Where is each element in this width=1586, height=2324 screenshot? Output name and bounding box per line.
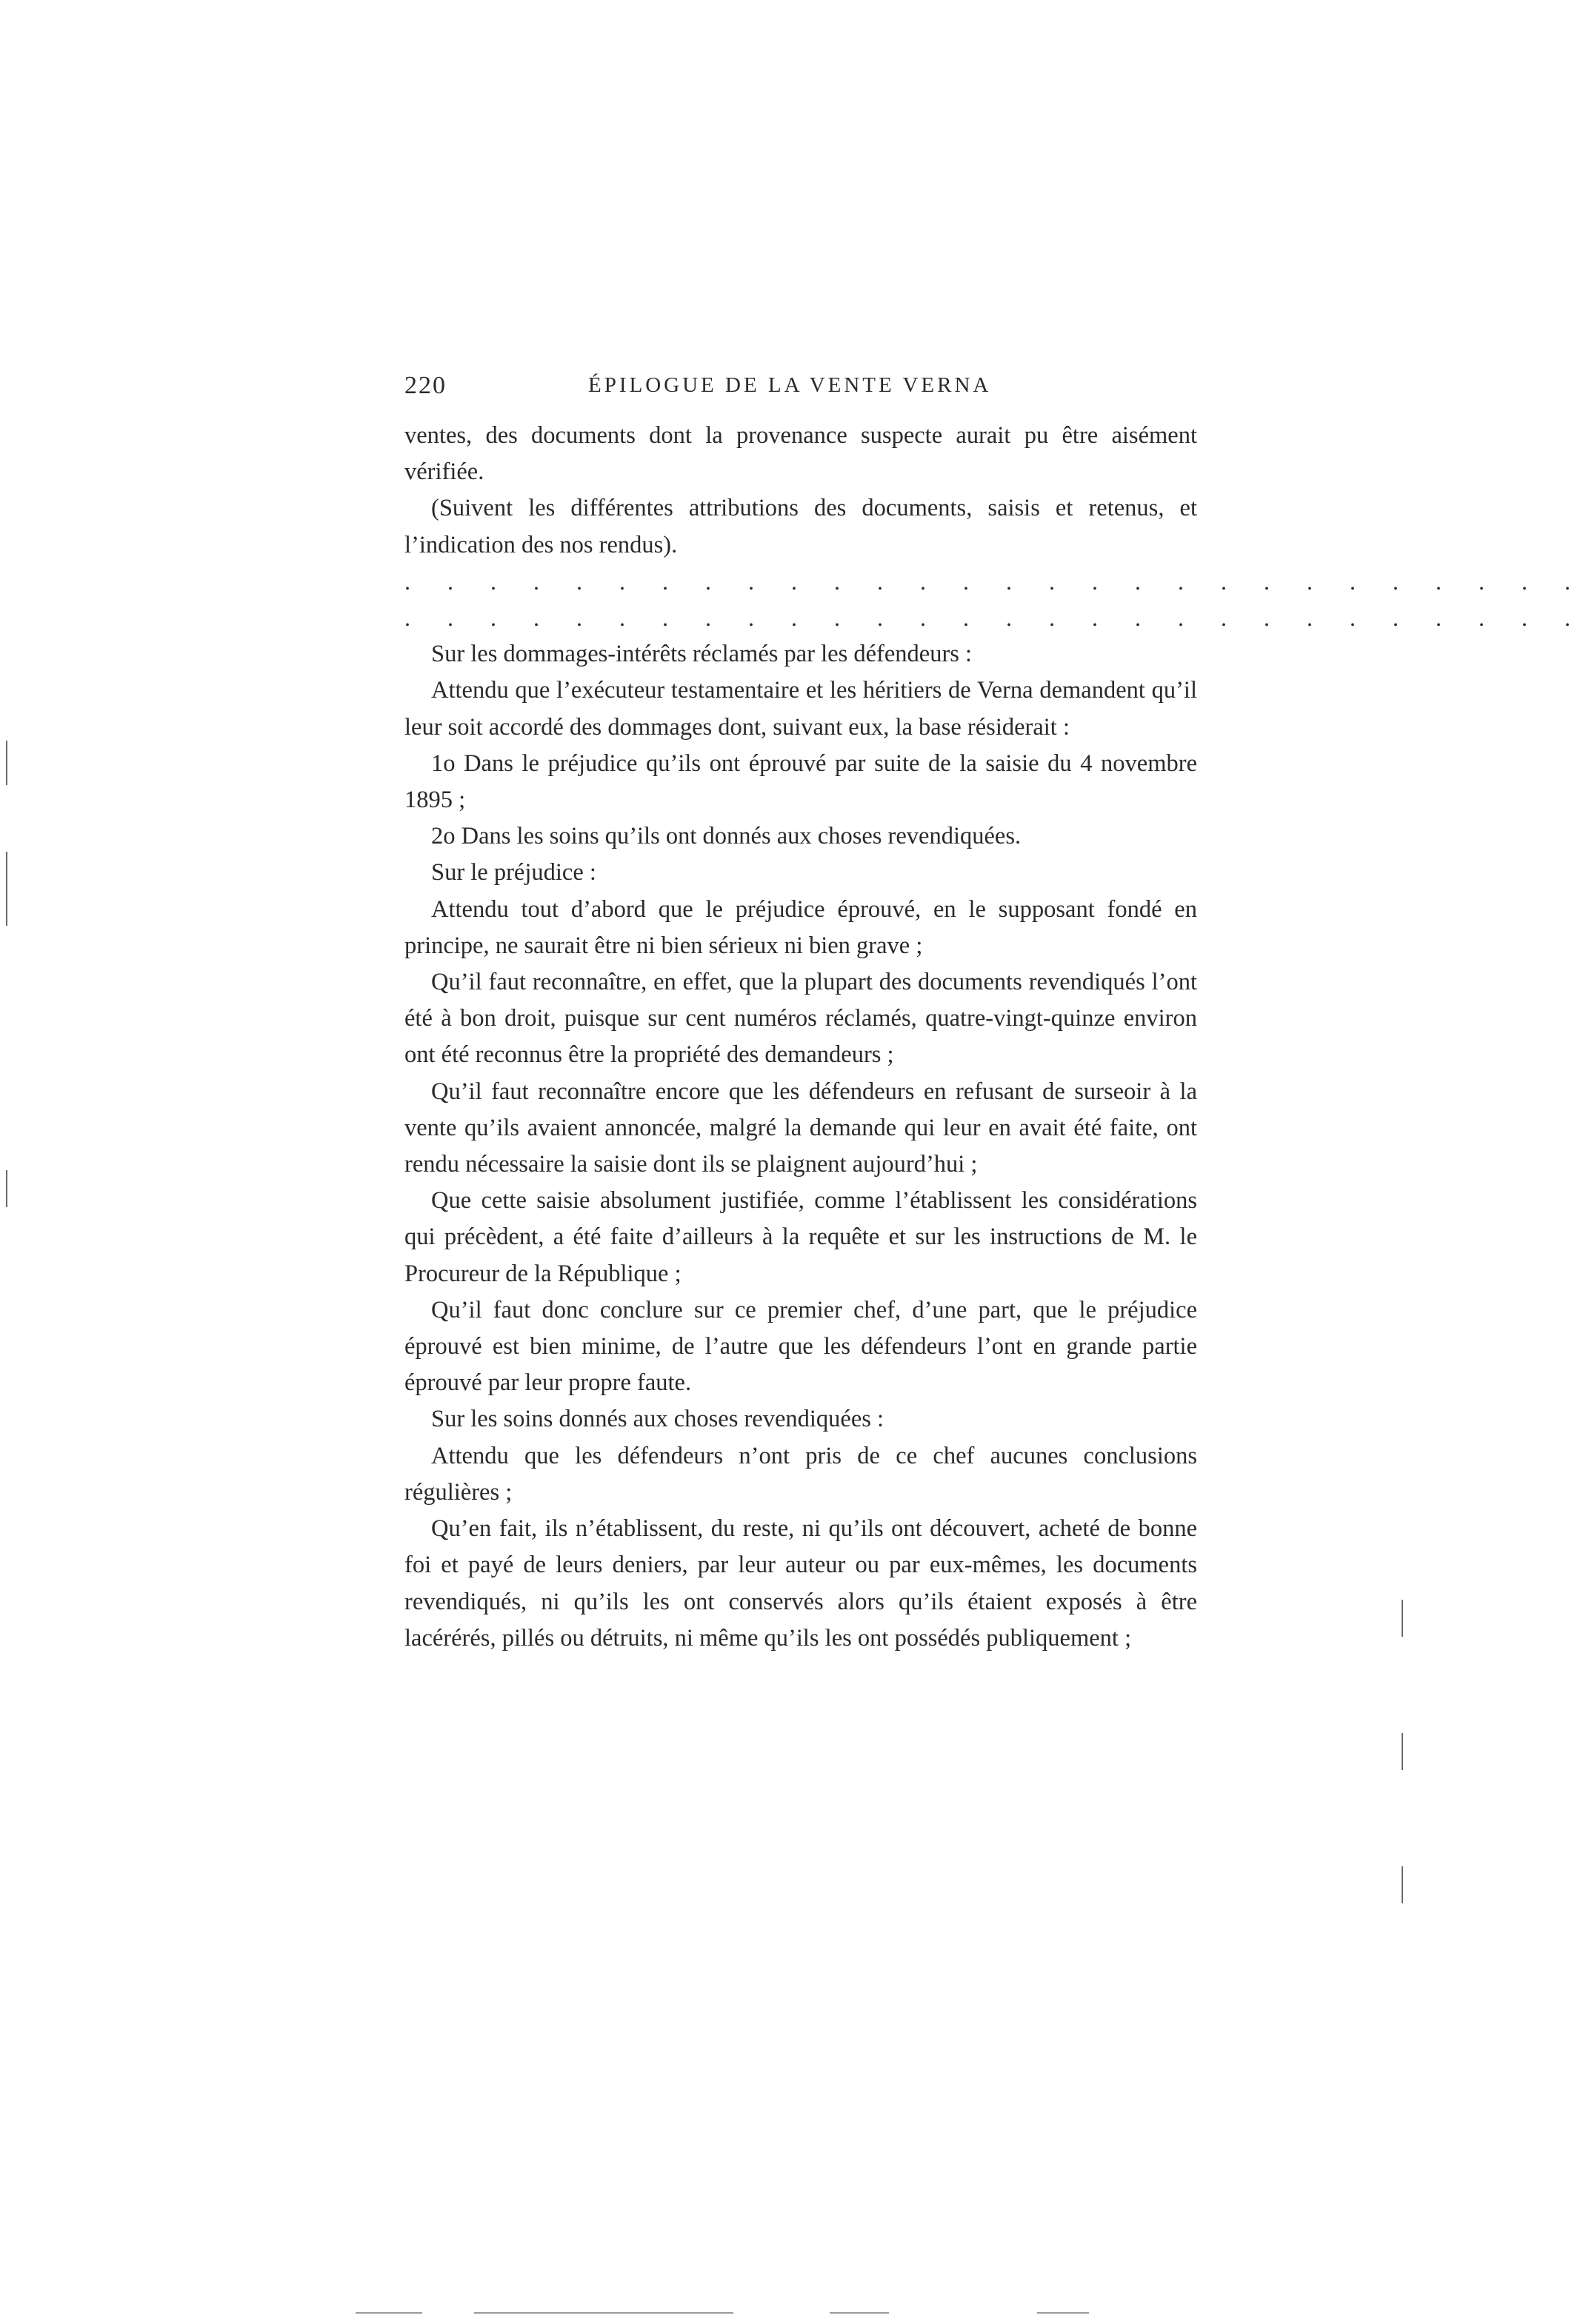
paragraph: Qu’en fait, ils n’établissent, du reste, ni qu’ils ont découvert, acheté de bonne foi et payé de leurs deniers, par leur auteur ou par eux-mêmes, les documents revendiqués, ni qu’ils les ont conservés alors qu’ils étaient exposés à être lacérérés, pillés ou détruits, ni même qu’ils les ont possédés publiquement ; — [404, 1515, 1197, 1652]
scan-bottom-rule — [474, 2312, 733, 2314]
scan-bottom-rule — [1037, 2312, 1089, 2314]
ellipsis-row: . . . . . . . . . . . . . . . . . . . . . . . . . . . . — [404, 567, 1586, 595]
paragraph: Attendu que les défendeurs n’ont pris de ce chef aucunes conclusions régulières ; — [404, 1442, 1197, 1506]
scan-edge-mark — [6, 1170, 7, 1207]
scan-bottom-rule — [830, 2312, 889, 2314]
paragraph: Attendu tout d’abord que le préjudice éprouvé, en le supposant fondé en principe, ne saurait être ni bien sérieux ni bien grave ; — [404, 895, 1197, 959]
paragraph: Qu’il faut donc conclure sur ce premier chef, d’une part, que le préjudice éprouvé est bien minime, de l’autre que les défendeurs l’ont en grande partie éprouvé par leur propre faute. — [404, 1296, 1197, 1397]
book-page — [404, 363, 1586, 1657]
paragraph: Que cette saisie absolument justifiée, comme l’établissent les considérations qui précèdent, a été faite d’ailleurs à la requête et sur les instructions de M. le Procureur de la République ; — [404, 1187, 1197, 1287]
scan-edge-mark — [1402, 1866, 1403, 1903]
paragraph: Attendu que l’exécuteur testamentaire et les héritiers de Verna demandent qu’il leur soit accordé des dommages dont, suivant eux, la base résiderait : — [404, 677, 1197, 741]
page-header — [404, 363, 1197, 407]
scan-bottom-rule — [356, 2312, 422, 2314]
paragraph: 2o Dans les soins qu’ils ont donnés aux choses revendiquées. — [431, 823, 1022, 850]
page-number: 220 — [404, 372, 447, 399]
body-text — [404, 418, 1586, 1657]
scan-edge-mark — [6, 852, 7, 926]
scan-edge-mark — [1402, 1733, 1403, 1770]
paragraph: Sur les soins donnés aux choses revendiquées : — [431, 1406, 884, 1433]
paragraph: (Suivent les différentes attributions des documents, saisis et retenus, et l’indication des nos rendus). — [404, 495, 1197, 558]
running-head: ÉPILOGUE DE LA VENTE VERNA — [588, 373, 992, 397]
scan-edge-mark — [1402, 1600, 1403, 1637]
paragraph: Sur le préjudice : — [431, 859, 596, 886]
scan-edge-mark — [6, 741, 7, 785]
ellipsis-row: . . . . . . . . . . . . . . . . . . . . . . . . . . . . — [404, 604, 1586, 632]
paragraph: ventes, des documents dont la provenance suspecte aurait pu être aisément vérifiée. — [404, 422, 1197, 486]
paragraph: 1o Dans le préjudice qu’ils ont éprouvé par suite de la saisie du 4 novembre 1895 ; — [404, 749, 1197, 814]
paragraph: Qu’il faut reconnaître, en effet, que la plupart des documents revendiqués l’ont été à bon droit, puisque sur cent numéros réclamés, quatre-vingt-quinze environ ont été reconnus être la propriété des demandeurs ; — [404, 969, 1197, 1069]
paragraph: Sur les dommages-intérêts réclamés par les défendeurs : — [431, 641, 973, 668]
paragraph: Qu’il faut reconnaître encore que les défendeurs en refusant de surseoir à la vente qu’ils avaient annoncée, malgré la demande qui leur en avait été faite, ont rendu nécessaire la saisie dont ils se plaignent aujourd’hui ; — [404, 1078, 1197, 1178]
